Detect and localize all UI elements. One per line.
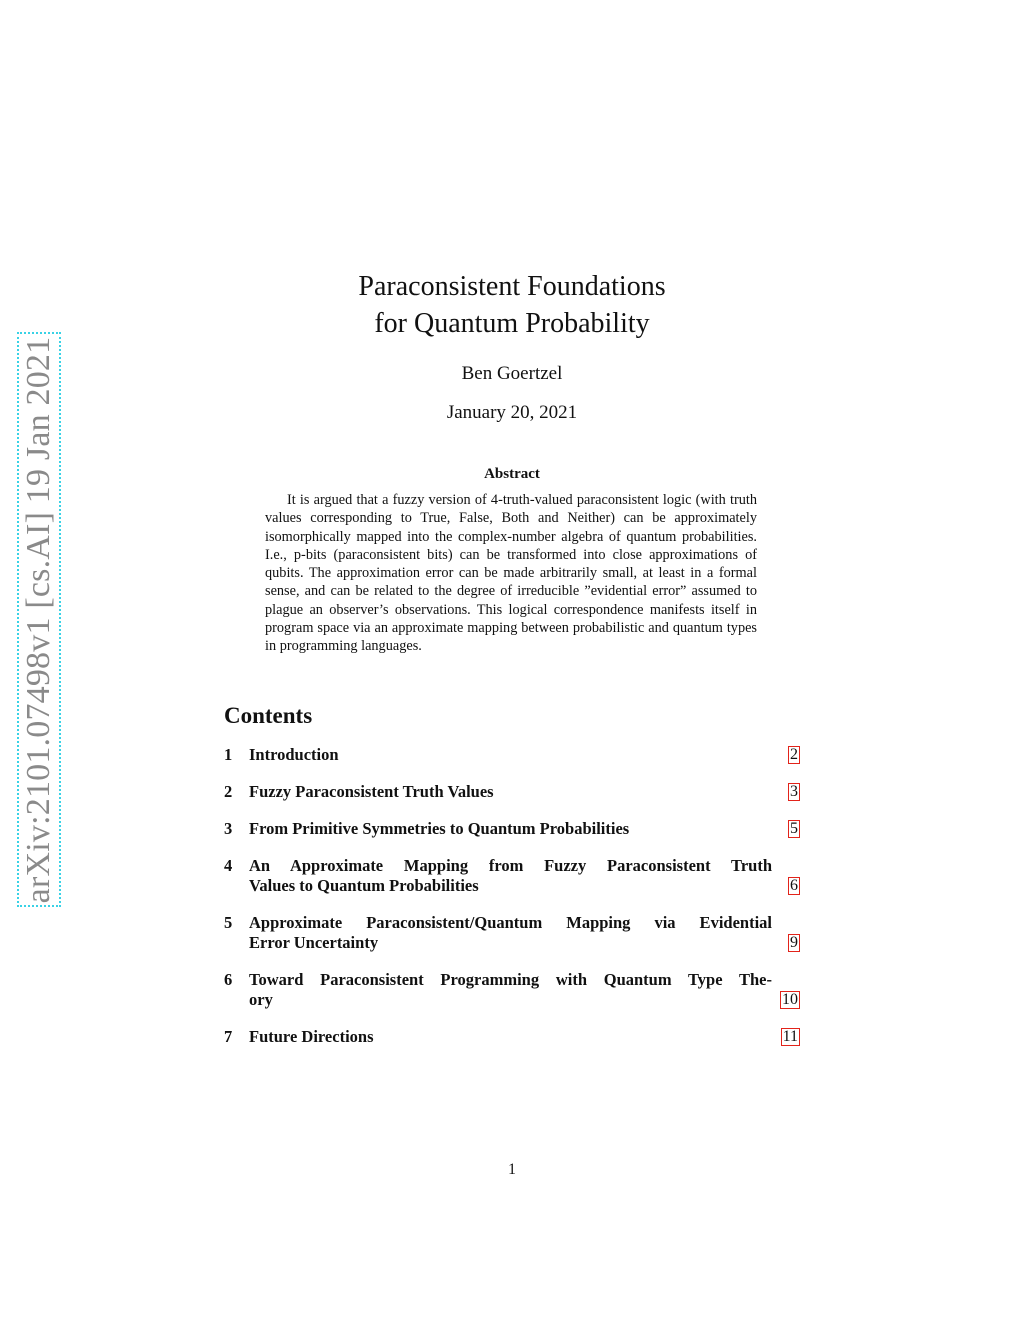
toc-page-link[interactable]: 3 <box>790 783 798 800</box>
toc-entry-title-line: Values to Quantum Probabilities <box>249 876 479 895</box>
toc-entry-number: 1 <box>224 745 233 764</box>
toc-entry-number: 3 <box>224 819 233 838</box>
toc-entry-title-line: ory <box>249 990 273 1009</box>
paper-title <box>0 268 1024 342</box>
toc-page-link[interactable]: 5 <box>790 820 798 837</box>
toc-entry-title[interactable] <box>249 970 772 1010</box>
toc-entry-title[interactable] <box>249 856 772 896</box>
abstract-text: It is argued that a fuzzy version of 4-truth-valued paraconsistent logic (with truth values corresponding to True, False, Both and Neither) can be approximately isomorphically mapped into the complex-number algebra of quantum probabilities. I.e., p-bits (paraconsistent bits) can be transformed into close approximations of qubits. The approximation error can be made arbitrarily small, at least in a formal sense, and can be related to the degree of irreducible ”evidential error” assumed to plague an observer’s observations. This logical correspondence manifests itself in program space via an approximate mapping between probabilistic and quantum types in programming languages. <box>265 492 757 655</box>
toc-page-link[interactable]: 10 <box>782 991 798 1008</box>
toc-entry-number: 7 <box>224 1027 233 1046</box>
toc-entry-number: 4 <box>224 856 233 875</box>
toc-entry-title-line: Toward Paraconsistent Programming with Quantum Type The- <box>249 970 772 989</box>
page-number: 1 <box>508 1161 516 1178</box>
toc-entry-title-line: Approximate Paraconsistent/Quantum Mapping via Evidential <box>249 913 772 932</box>
author: Ben Goertzel <box>461 363 563 384</box>
toc-entry-title[interactable] <box>249 782 772 802</box>
toc-entry-title[interactable] <box>249 745 772 765</box>
toc-entry-title[interactable] <box>249 819 772 839</box>
toc-entry-title-line: Introduction <box>249 745 339 764</box>
toc-entry-title[interactable] <box>249 1027 772 1047</box>
toc-entry-number: 5 <box>224 913 233 932</box>
toc-entry-title-line: Error Uncertainty <box>249 933 379 952</box>
toc-entry-title-line: An Approximate Mapping from Fuzzy Paraconsistent Truth <box>249 856 772 875</box>
toc-entry-title-line: From Primitive Symmetries to Quantum Probabilities <box>249 819 630 838</box>
toc-page-link[interactable]: 6 <box>790 877 798 894</box>
toc-entry-number: 6 <box>224 970 233 989</box>
contents-heading: Contents <box>224 703 313 728</box>
toc-entry-title-line: Fuzzy Paraconsistent Truth Values <box>249 782 494 801</box>
toc-page-link[interactable]: 9 <box>790 934 798 951</box>
toc-entry-title[interactable] <box>249 913 772 953</box>
toc-entry-number: 2 <box>224 782 233 801</box>
date: January 20, 2021 <box>446 402 578 423</box>
toc-page-link[interactable]: 2 <box>790 746 798 763</box>
paper-title-line-1: Paraconsistent Foundations <box>358 271 666 302</box>
toc-entry-title-line: Future Directions <box>249 1027 374 1046</box>
paper-title-line-2: for Quantum Probability <box>374 308 650 339</box>
toc-page-link[interactable]: 11 <box>782 1028 798 1045</box>
arxiv-stamp-text: arXiv:2101.07498v1 [cs.AI] 19 Jan 2021 <box>20 336 57 903</box>
abstract-heading: Abstract <box>484 466 540 482</box>
